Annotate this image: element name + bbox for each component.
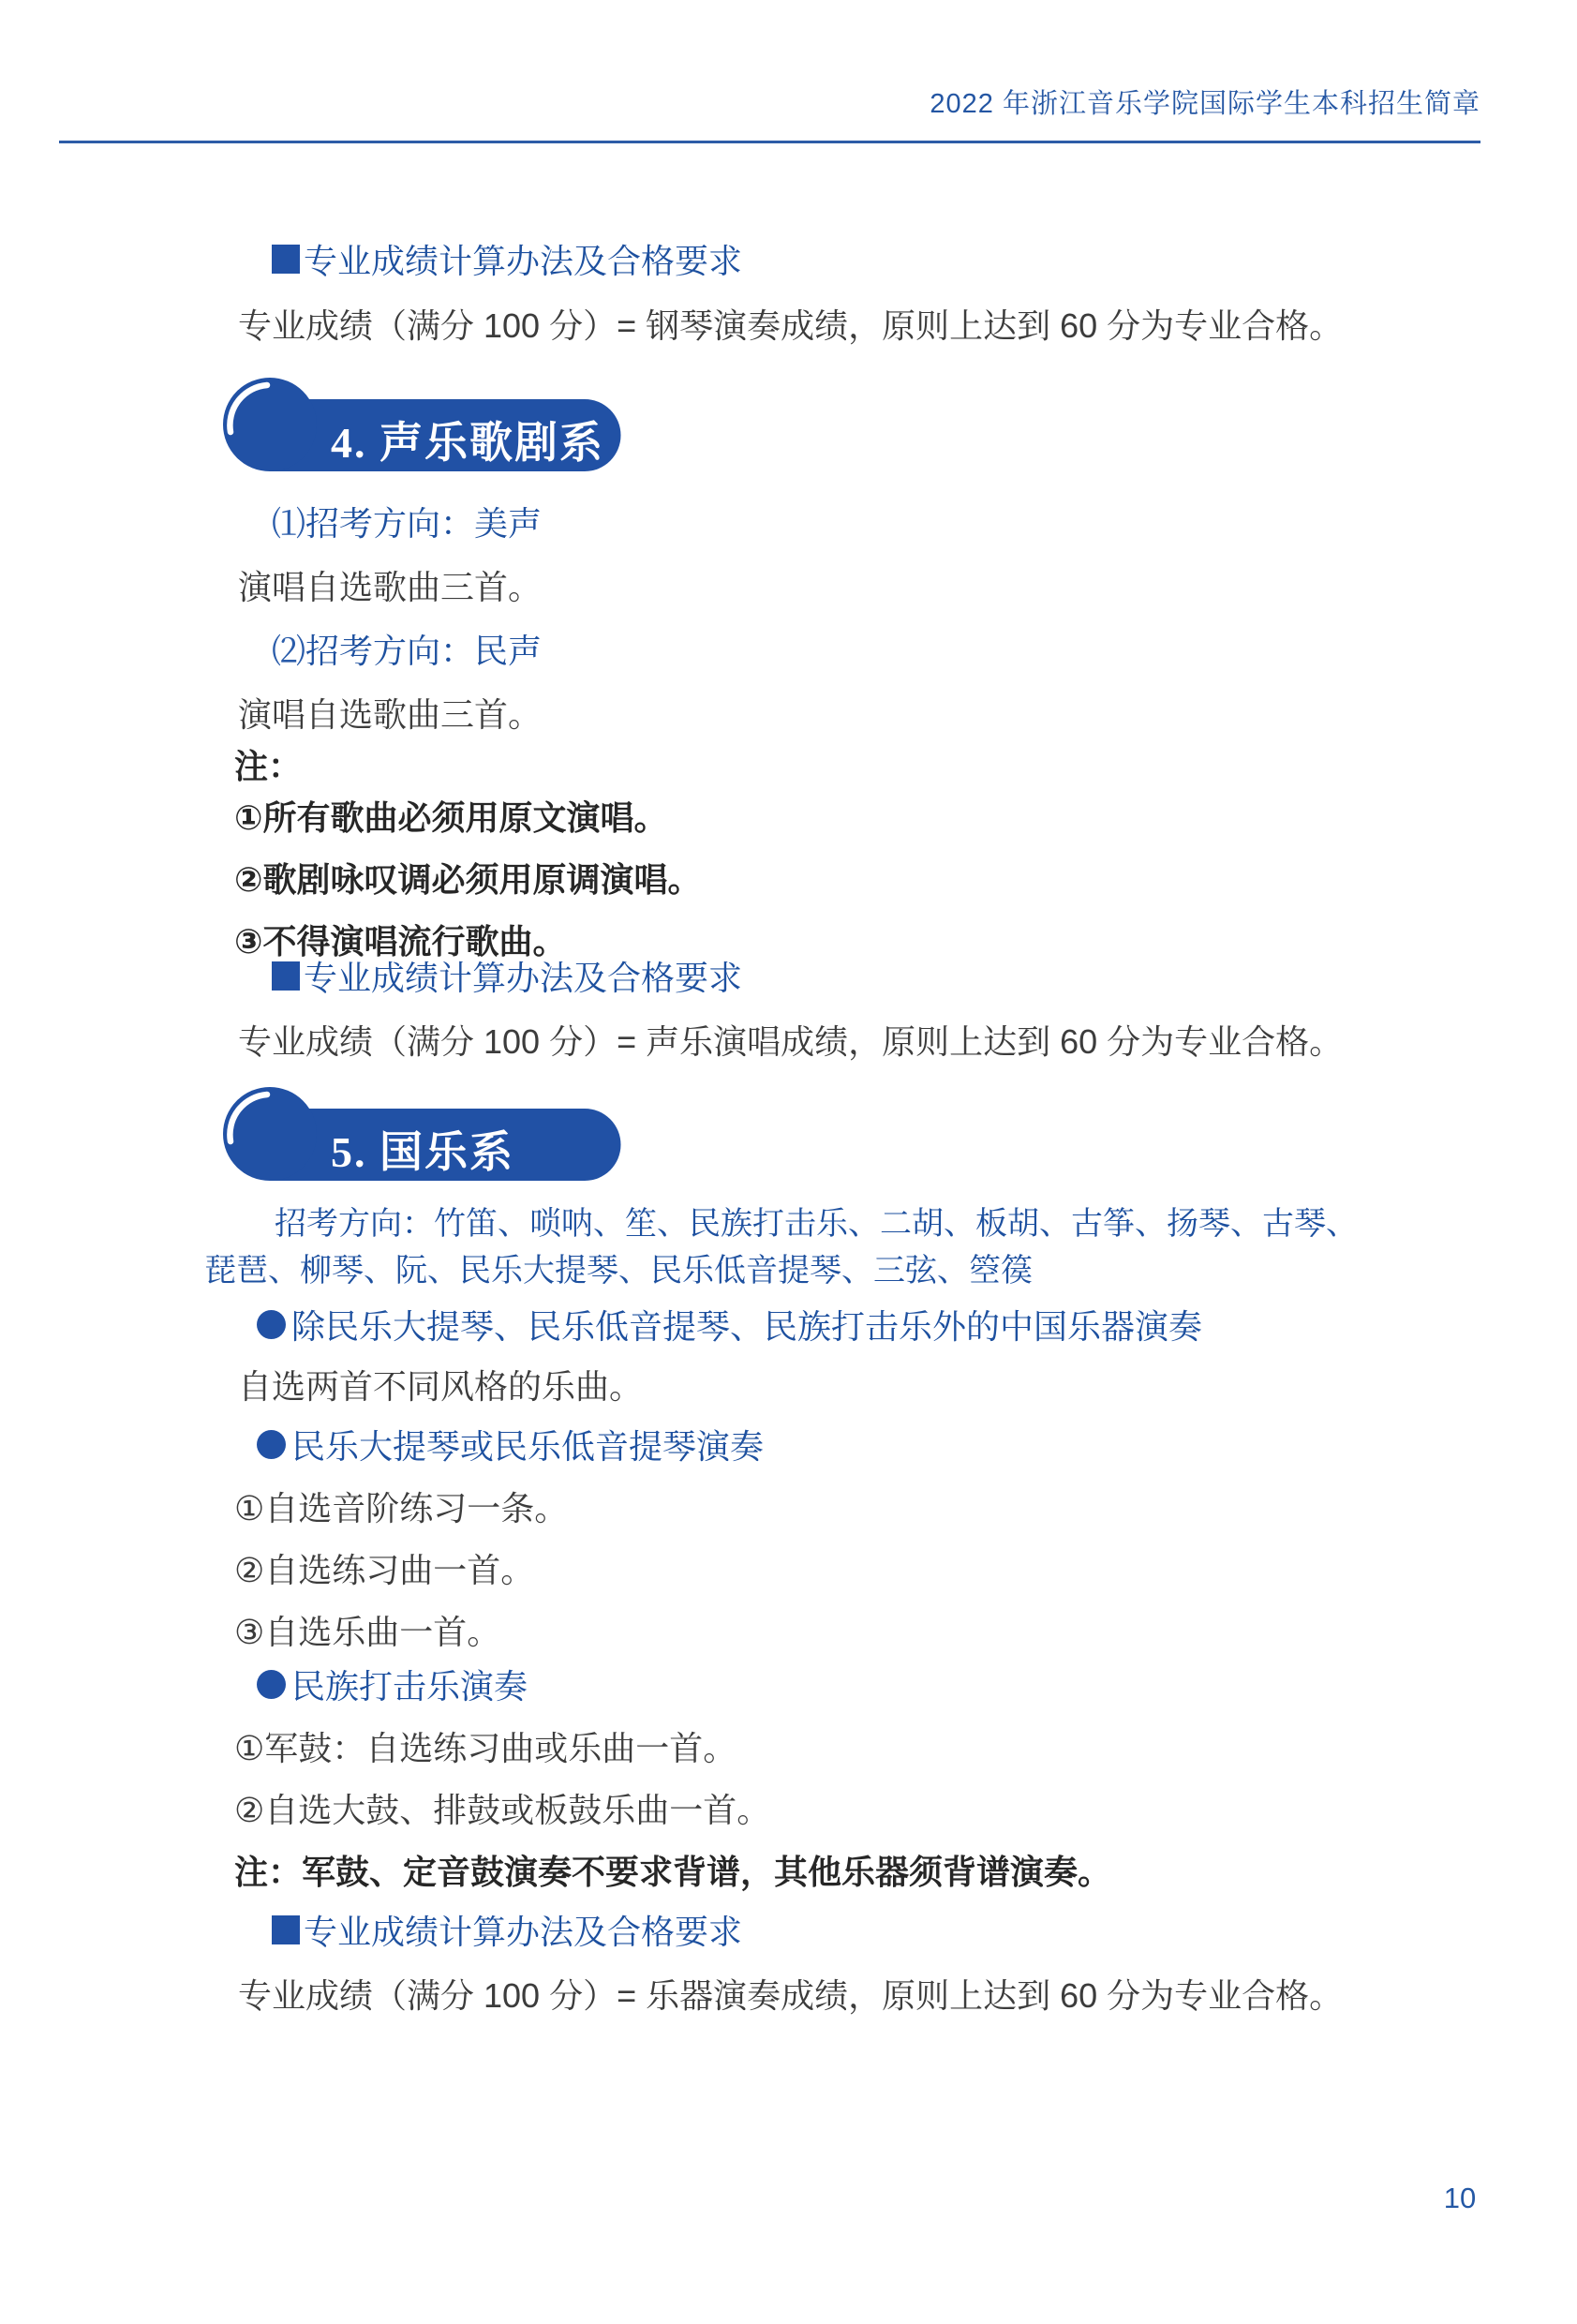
vocal-note-1: ①所有歌曲必须用原文演唱。 [234, 798, 668, 837]
section4-title: 4. 声乐歌剧系 [331, 419, 604, 467]
national-bullet2-text: 民乐大提琴或民乐低音提琴演奏 [291, 1427, 765, 1466]
square-bullet-icon [272, 245, 300, 274]
national-bullet1-heading [257, 1307, 1202, 1347]
piano-result-body: 专业成绩（满分 100 分）= 钢琴演奏成绩，原则上达到 60 分为专业合格。 [238, 306, 1344, 345]
section4-pill [223, 378, 621, 471]
vocal-note-2: ②歌剧咏叹调必须用原调演唱。 [234, 860, 702, 899]
national-bullet2-item1: ①自选音阶练习一条。 [234, 1489, 569, 1527]
vocal-direction2-body: 演唱自选歌曲三首。 [238, 695, 543, 734]
national-bullet2-item3: ③自选乐曲一首。 [234, 1613, 501, 1651]
page-number: 10 [1443, 2182, 1477, 2214]
dot-bullet-icon [257, 1310, 286, 1339]
vocal-note-label: 注： [234, 747, 303, 785]
vocal-result-body: 专业成绩（满分 100 分）= 声乐演唱成绩，原则上达到 60 分为专业合格。 [238, 1022, 1344, 1061]
national-result-body: 专业成绩（满分 100 分）= 乐器演奏成绩，原则上达到 60 分为专业合格。 [238, 1976, 1344, 2015]
dot-bullet-icon [257, 1430, 286, 1459]
piano-result-heading-text: 专业成绩计算办法及合格要求 [304, 242, 743, 280]
national-bullet3-item2: ②自选大鼓、排鼓或板鼓乐曲一首。 [234, 1791, 771, 1829]
direction2-text: 招考方向：民声 [305, 632, 543, 670]
dot-bullet-icon [257, 1670, 286, 1699]
section5-title: 5. 国乐系 [331, 1128, 514, 1176]
direction2-number: ⑵ [272, 632, 306, 670]
national-result-heading-text: 专业成绩计算办法及合格要求 [304, 1913, 743, 1951]
vocal-result-heading-text: 专业成绩计算办法及合格要求 [304, 959, 743, 997]
national-bullet1-text: 除民乐大提琴、民乐低音提琴、民族打击乐外的中国乐器演奏 [291, 1307, 1203, 1346]
header-divider [59, 141, 1480, 143]
national-bullet3-text: 民族打击乐演奏 [291, 1667, 528, 1706]
national-bullet3-item1: ①军鼓：自选练习曲或乐曲一首。 [234, 1729, 737, 1767]
national-note: 注：军鼓、定音鼓演奏不要求背谱，其他乐器须背谱演奏。 [234, 1853, 1112, 1891]
vocal-note-3: ③不得演唱流行歌曲。 [234, 922, 567, 961]
page-header-title: 2022 年浙江音乐学院国际学生本科招生简章 [930, 89, 1480, 119]
vocal-direction1-body: 演唱自选歌曲三首。 [238, 568, 543, 606]
national-direction-line2: 琵琶、柳琴、阮、民乐大提琴、民乐低音提琴、三弦、箜篌 [204, 1253, 1033, 1289]
national-bullet2-item2: ②自选练习曲一首。 [234, 1551, 535, 1589]
direction1-text: 招考方向：美声 [305, 504, 543, 543]
piano-result-heading [272, 242, 742, 281]
national-bullet3-heading [257, 1667, 528, 1706]
section5-pill [223, 1087, 621, 1181]
national-direction-line1: 招考方向：竹笛、唢呐、笙、民族打击乐、二胡、板胡、古筝、扬琴、古琴、 [275, 1206, 1358, 1242]
square-bullet-icon [272, 1915, 300, 1944]
vocal-direction2-heading [272, 632, 542, 671]
national-result-heading [272, 1913, 742, 1952]
national-bullet2-heading [257, 1427, 764, 1467]
vocal-direction1-heading [272, 504, 542, 544]
vocal-result-heading [272, 959, 742, 998]
national-bullet1-body: 自选两首不同风格的乐曲。 [238, 1367, 644, 1406]
direction1-number: ⑴ [272, 504, 306, 543]
square-bullet-icon [272, 961, 300, 991]
